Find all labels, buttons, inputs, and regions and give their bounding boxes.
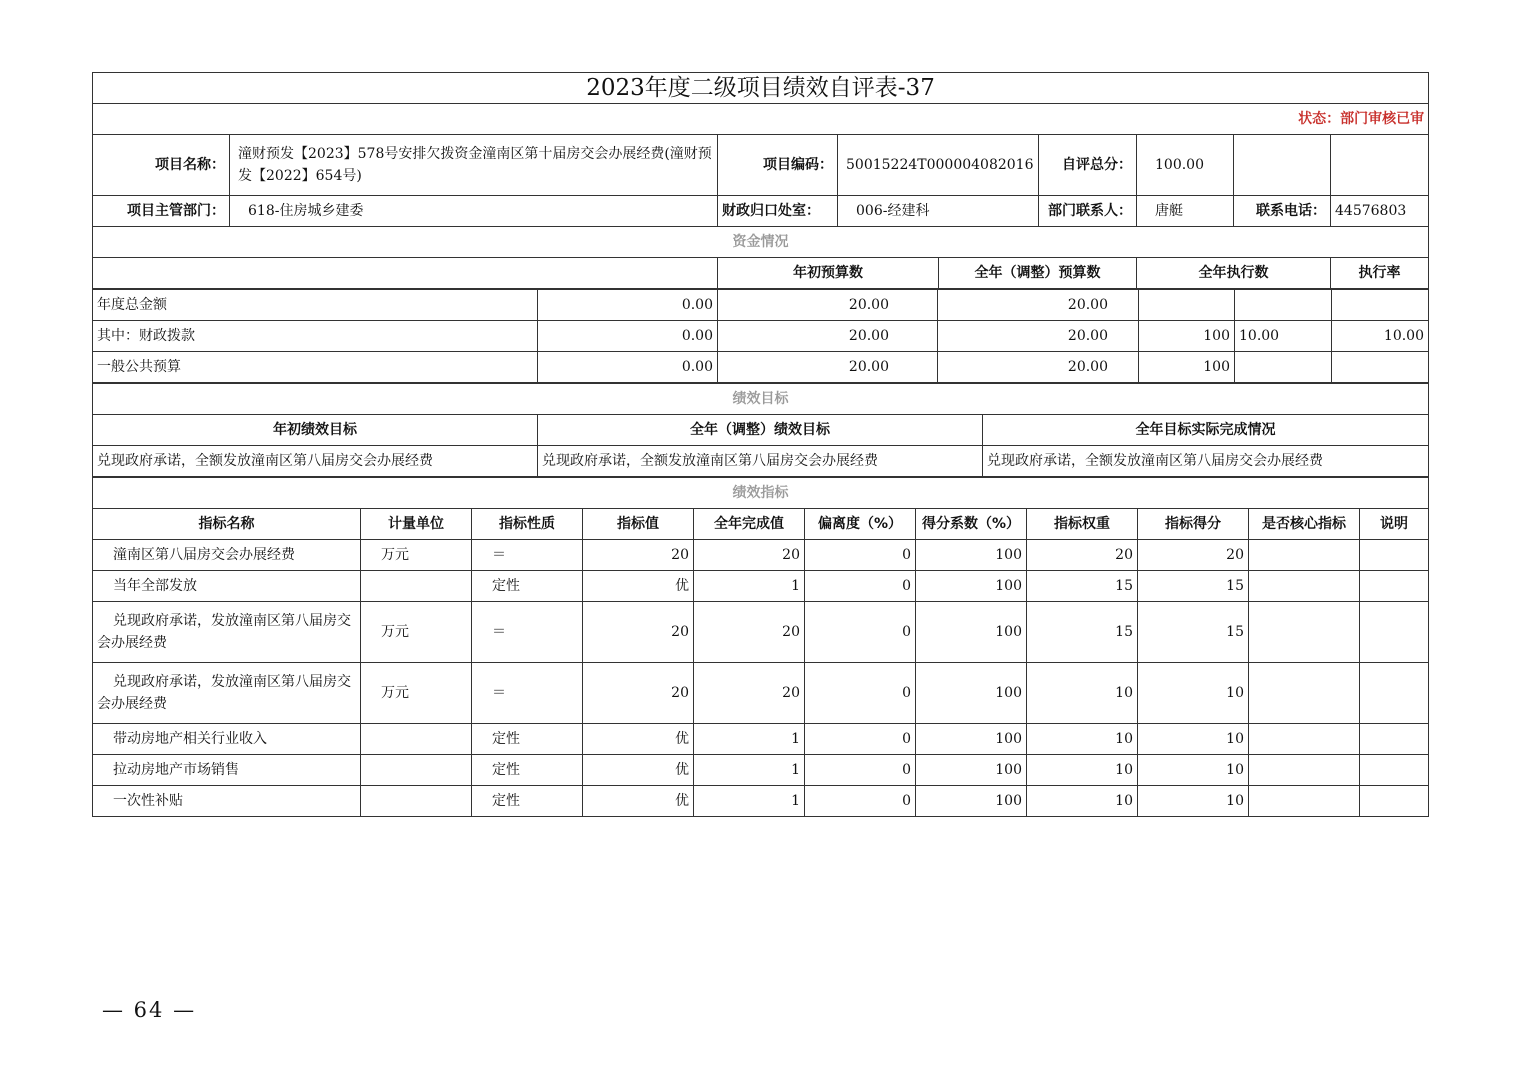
indicator-score: 20 (1138, 540, 1249, 571)
phone: 44576803 (1331, 196, 1429, 227)
funds-weight: 10.00 (1235, 321, 1332, 352)
indicator-score: 10 (1138, 755, 1249, 786)
indicator-deviation: 0 (805, 602, 916, 663)
project-name-label: 项目名称： (93, 135, 230, 196)
indicator-score: 10 (1138, 786, 1249, 817)
indicator-weight: 10 (1027, 663, 1138, 724)
indicator-core (1249, 540, 1360, 571)
goal-actual: 兑现政府承诺，全额发放潼南区第八届房交会办展经费 (983, 446, 1429, 477)
dept: 618-住房城乡建委 (230, 196, 718, 227)
indicator-coef: 100 (916, 755, 1027, 786)
indicator-actual: 1 (694, 724, 805, 755)
funds-score (1332, 352, 1429, 383)
finance-office: 006-经建科 (838, 196, 1039, 227)
indicator-value: 优 (583, 724, 694, 755)
indicator-coef: 100 (916, 540, 1027, 571)
status-badge: 状态：部门审核已审 (93, 104, 1429, 135)
empty-cell (1234, 135, 1331, 196)
table-row (93, 755, 1429, 786)
indicator-nature: 定性 (472, 571, 583, 602)
indicator-nature: 定性 (472, 724, 583, 755)
indicator-unit: 万元 (361, 663, 472, 724)
funds-executed: 20.00 (938, 352, 1139, 383)
indicator-coef: 100 (916, 724, 1027, 755)
funds-row (93, 290, 1429, 321)
indicator-header: 指标值 (583, 509, 694, 540)
funds-row (93, 352, 1429, 383)
indicator-weight: 15 (1027, 571, 1138, 602)
project-table (92, 72, 1429, 289)
funds-weight (1235, 352, 1332, 383)
indicator-value: 20 (583, 540, 694, 571)
funds-adjusted: 20.00 (718, 321, 938, 352)
funds-rate: 100 (1139, 352, 1235, 383)
goals-header: 年初绩效目标 (93, 415, 538, 446)
indicator-name: 兑现政府承诺，发放潼南区第八届房交会办展经费 (93, 663, 361, 724)
indicator-deviation: 0 (805, 540, 916, 571)
funds-initial: 0.00 (538, 321, 718, 352)
indicator-score: 15 (1138, 571, 1249, 602)
empty-cell (1331, 135, 1429, 196)
indicator-name: 当年全部发放 (93, 571, 361, 602)
indicator-header: 指标权重 (1027, 509, 1138, 540)
indicator-unit (361, 786, 472, 817)
indicator-weight: 15 (1027, 602, 1138, 663)
funds-adjusted: 20.00 (718, 290, 938, 321)
funds-rate (1139, 290, 1235, 321)
indicator-value: 优 (583, 571, 694, 602)
indicator-weight: 10 (1027, 755, 1138, 786)
goals-table (92, 383, 1429, 477)
indicator-coef: 100 (916, 602, 1027, 663)
funds-header: 执行率 (1331, 258, 1429, 289)
indicator-unit (361, 755, 472, 786)
project-name: 潼财预发【2023】578号安排欠拨资金潼南区第十届房交会办展经费(潼财预发【2022】654号) (230, 135, 718, 196)
indicator-core (1249, 602, 1360, 663)
table-row (93, 571, 1429, 602)
indicator-note (1360, 724, 1429, 755)
funds-score: 10.00 (1332, 321, 1429, 352)
indicator-note (1360, 602, 1429, 663)
table-row (93, 786, 1429, 817)
indicator-unit (361, 724, 472, 755)
indicator-actual: 1 (694, 786, 805, 817)
indicator-note (1360, 571, 1429, 602)
funds-initial: 0.00 (538, 290, 718, 321)
indicator-core (1249, 786, 1360, 817)
funds-score (1332, 290, 1429, 321)
indicator-weight: 20 (1027, 540, 1138, 571)
page-number: — 64 — (102, 998, 197, 1022)
indicator-header: 是否核心指标 (1249, 509, 1360, 540)
indicator-unit: 万元 (361, 602, 472, 663)
indicator-core (1249, 724, 1360, 755)
table-row (93, 602, 1429, 663)
indicator-actual: 20 (694, 540, 805, 571)
indicator-name: 带动房地产相关行业收入 (93, 724, 361, 755)
funds-weight (1235, 290, 1332, 321)
indicator-coef: 100 (916, 786, 1027, 817)
indicator-header: 指标名称 (93, 509, 361, 540)
indicator-name: 潼南区第八届房交会办展经费 (93, 540, 361, 571)
funds-row-label: 年度总金额 (93, 290, 538, 321)
indicator-header: 指标性质 (472, 509, 583, 540)
indicator-core (1249, 755, 1360, 786)
indicator-actual: 20 (694, 602, 805, 663)
indicator-unit (361, 571, 472, 602)
indicator-note (1360, 786, 1429, 817)
finance-label: 财政归口处室： (718, 196, 838, 227)
indicator-score: 15 (1138, 602, 1249, 663)
indicator-unit: 万元 (361, 540, 472, 571)
indicator-weight: 10 (1027, 786, 1138, 817)
funds-rate: 100 (1139, 321, 1235, 352)
indicator-value: 20 (583, 663, 694, 724)
goals-header: 全年（调整）绩效目标 (538, 415, 983, 446)
funds-executed: 20.00 (938, 321, 1139, 352)
funds-executed: 20.00 (938, 290, 1139, 321)
funds-initial: 0.00 (538, 352, 718, 383)
empty-cell (93, 258, 718, 289)
indicator-nature: ＝ (472, 663, 583, 724)
indicator-name: 兑现政府承诺，发放潼南区第八届房交会办展经费 (93, 602, 361, 663)
project-code-label: 项目编码： (718, 135, 838, 196)
indicator-header: 说明 (1360, 509, 1429, 540)
evaluation-sheet (92, 72, 1428, 817)
funds-section-title: 资金情况 (93, 227, 1429, 258)
indicator-value: 优 (583, 786, 694, 817)
funds-row-label: 一般公共预算 (93, 352, 538, 383)
indicator-weight: 10 (1027, 724, 1138, 755)
indicator-actual: 1 (694, 755, 805, 786)
funds-adjusted: 20.00 (718, 352, 938, 383)
indicator-coef: 100 (916, 663, 1027, 724)
indicator-note (1360, 755, 1429, 786)
contact-label: 部门联系人： (1039, 196, 1137, 227)
dept-label: 项目主管部门： (93, 196, 230, 227)
indicator-nature: 定性 (472, 786, 583, 817)
table-row (93, 540, 1429, 571)
funds-header: 全年（调整）预算数 (939, 258, 1137, 289)
indicator-actual: 1 (694, 571, 805, 602)
goal-initial: 兑现政府承诺，全额发放潼南区第八届房交会办展经费 (93, 446, 538, 477)
indicator-nature: ＝ (472, 602, 583, 663)
goals-header: 全年目标实际完成情况 (983, 415, 1429, 446)
funds-row (93, 321, 1429, 352)
indicator-nature: ＝ (472, 540, 583, 571)
indicator-value: 优 (583, 755, 694, 786)
funds-table (92, 289, 1429, 383)
table-row (93, 724, 1429, 755)
indicators-section-title: 绩效指标 (93, 478, 1429, 509)
indicator-coef: 100 (916, 571, 1027, 602)
indicator-header: 全年完成值 (694, 509, 805, 540)
indicators-table (92, 477, 1429, 817)
contact: 唐艇 (1137, 196, 1234, 227)
indicator-deviation: 0 (805, 663, 916, 724)
indicator-value: 20 (583, 602, 694, 663)
indicator-actual: 20 (694, 663, 805, 724)
self-score: 100.00 (1137, 135, 1234, 196)
funds-row-label: 其中：财政拨款 (93, 321, 538, 352)
project-code: 50015224T000004082016 (838, 135, 1039, 196)
indicator-name: 一次性补贴 (93, 786, 361, 817)
page-title: 2023年度二级项目绩效自评表-37 (93, 73, 1429, 104)
goals-section-title: 绩效目标 (93, 384, 1429, 415)
indicator-note (1360, 663, 1429, 724)
indicator-header: 偏离度（%） (805, 509, 916, 540)
indicator-header: 计量单位 (361, 509, 472, 540)
indicator-deviation: 0 (805, 724, 916, 755)
indicator-name: 拉动房地产市场销售 (93, 755, 361, 786)
self-score-label: 自评总分： (1039, 135, 1137, 196)
indicator-deviation: 0 (805, 571, 916, 602)
indicator-header: 指标得分 (1138, 509, 1249, 540)
indicator-note (1360, 540, 1429, 571)
indicator-nature: 定性 (472, 755, 583, 786)
indicator-score: 10 (1138, 724, 1249, 755)
goal-adjusted: 兑现政府承诺，全额发放潼南区第八届房交会办展经费 (538, 446, 983, 477)
indicator-score: 10 (1138, 663, 1249, 724)
indicator-core (1249, 571, 1360, 602)
indicator-core (1249, 663, 1360, 724)
indicator-header: 得分系数（%） (916, 509, 1027, 540)
funds-header: 年初预算数 (718, 258, 939, 289)
funds-header: 全年执行数 (1137, 258, 1331, 289)
indicator-deviation: 0 (805, 755, 916, 786)
phone-label: 联系电话： (1234, 196, 1331, 227)
indicator-deviation: 0 (805, 786, 916, 817)
table-row (93, 663, 1429, 724)
